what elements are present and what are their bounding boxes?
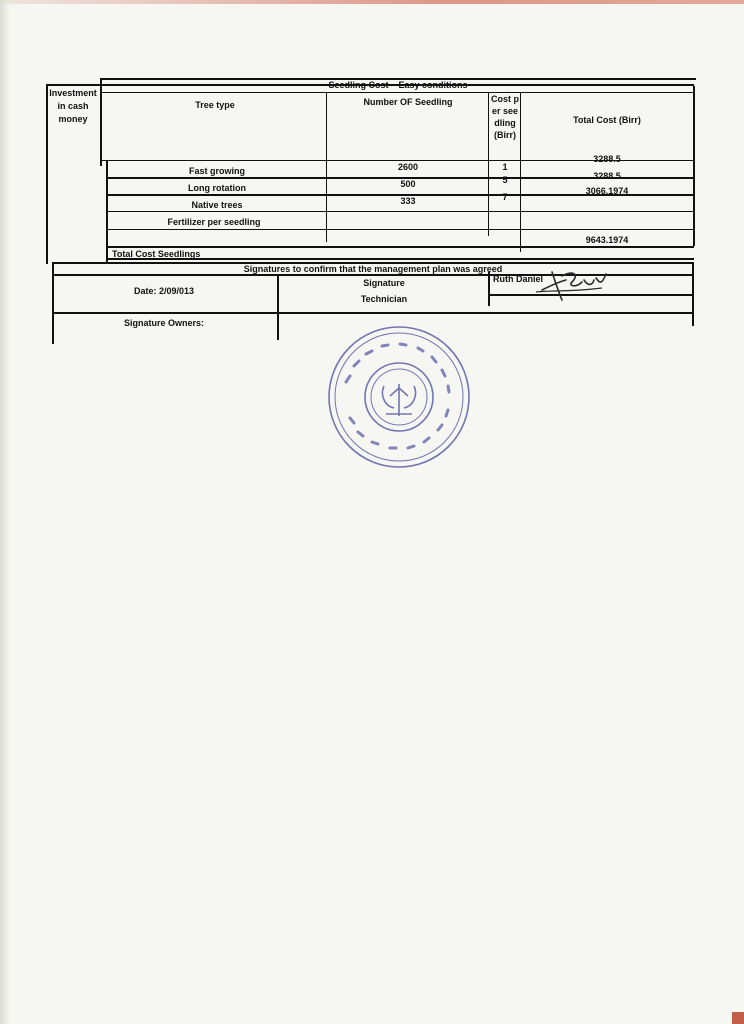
col-number-of-seedling: Number OF Seedling xyxy=(363,97,453,107)
row-number: 2600 xyxy=(397,162,419,172)
row-tree-type: Fertilizer per seedling xyxy=(167,217,261,227)
row-total: 3288.5 xyxy=(593,154,621,164)
row-total: 3288.5 xyxy=(593,171,621,181)
page-edge xyxy=(0,0,744,4)
date-label: Date: 2/09/013 xyxy=(134,286,195,296)
confirm-text: Signatures to confirm that the management plan was agreed xyxy=(243,264,503,274)
row-total: 3066.1974 xyxy=(585,186,629,196)
corner-mark xyxy=(732,1012,744,1024)
investment-label: Investment in cash money xyxy=(49,88,97,124)
owners-label: Signature Owners: xyxy=(124,318,205,328)
technician-label: Technician xyxy=(360,294,408,304)
row-cost: 1 xyxy=(502,162,508,172)
row-tree-type: Long rotation xyxy=(188,183,246,193)
signature-label: Signature xyxy=(363,278,405,288)
col-cost-per-seedling: Cost per seedling(Birr) xyxy=(491,94,519,140)
col-total-cost: Total Cost (Birr) xyxy=(573,115,641,125)
row-number: 333 xyxy=(400,196,416,206)
technician-name: Ruth Daniel xyxy=(493,274,544,284)
row-tree-type: Native trees xyxy=(191,200,243,210)
total-label: Total Cost Seedlings xyxy=(112,249,201,259)
section-title: Seedling Cost – Easy conditions xyxy=(328,80,468,90)
col-tree-type: Tree type xyxy=(195,100,235,110)
row-cost: 7 xyxy=(502,192,508,202)
official-seal-icon xyxy=(324,322,474,472)
total-value: 9643.1974 xyxy=(585,235,629,245)
row-cost: 5 xyxy=(502,175,508,185)
handwritten-signature xyxy=(532,262,612,302)
page-shadow xyxy=(0,0,10,1024)
row-number: 500 xyxy=(400,179,416,189)
row-tree-type: Fast growing xyxy=(189,166,245,176)
